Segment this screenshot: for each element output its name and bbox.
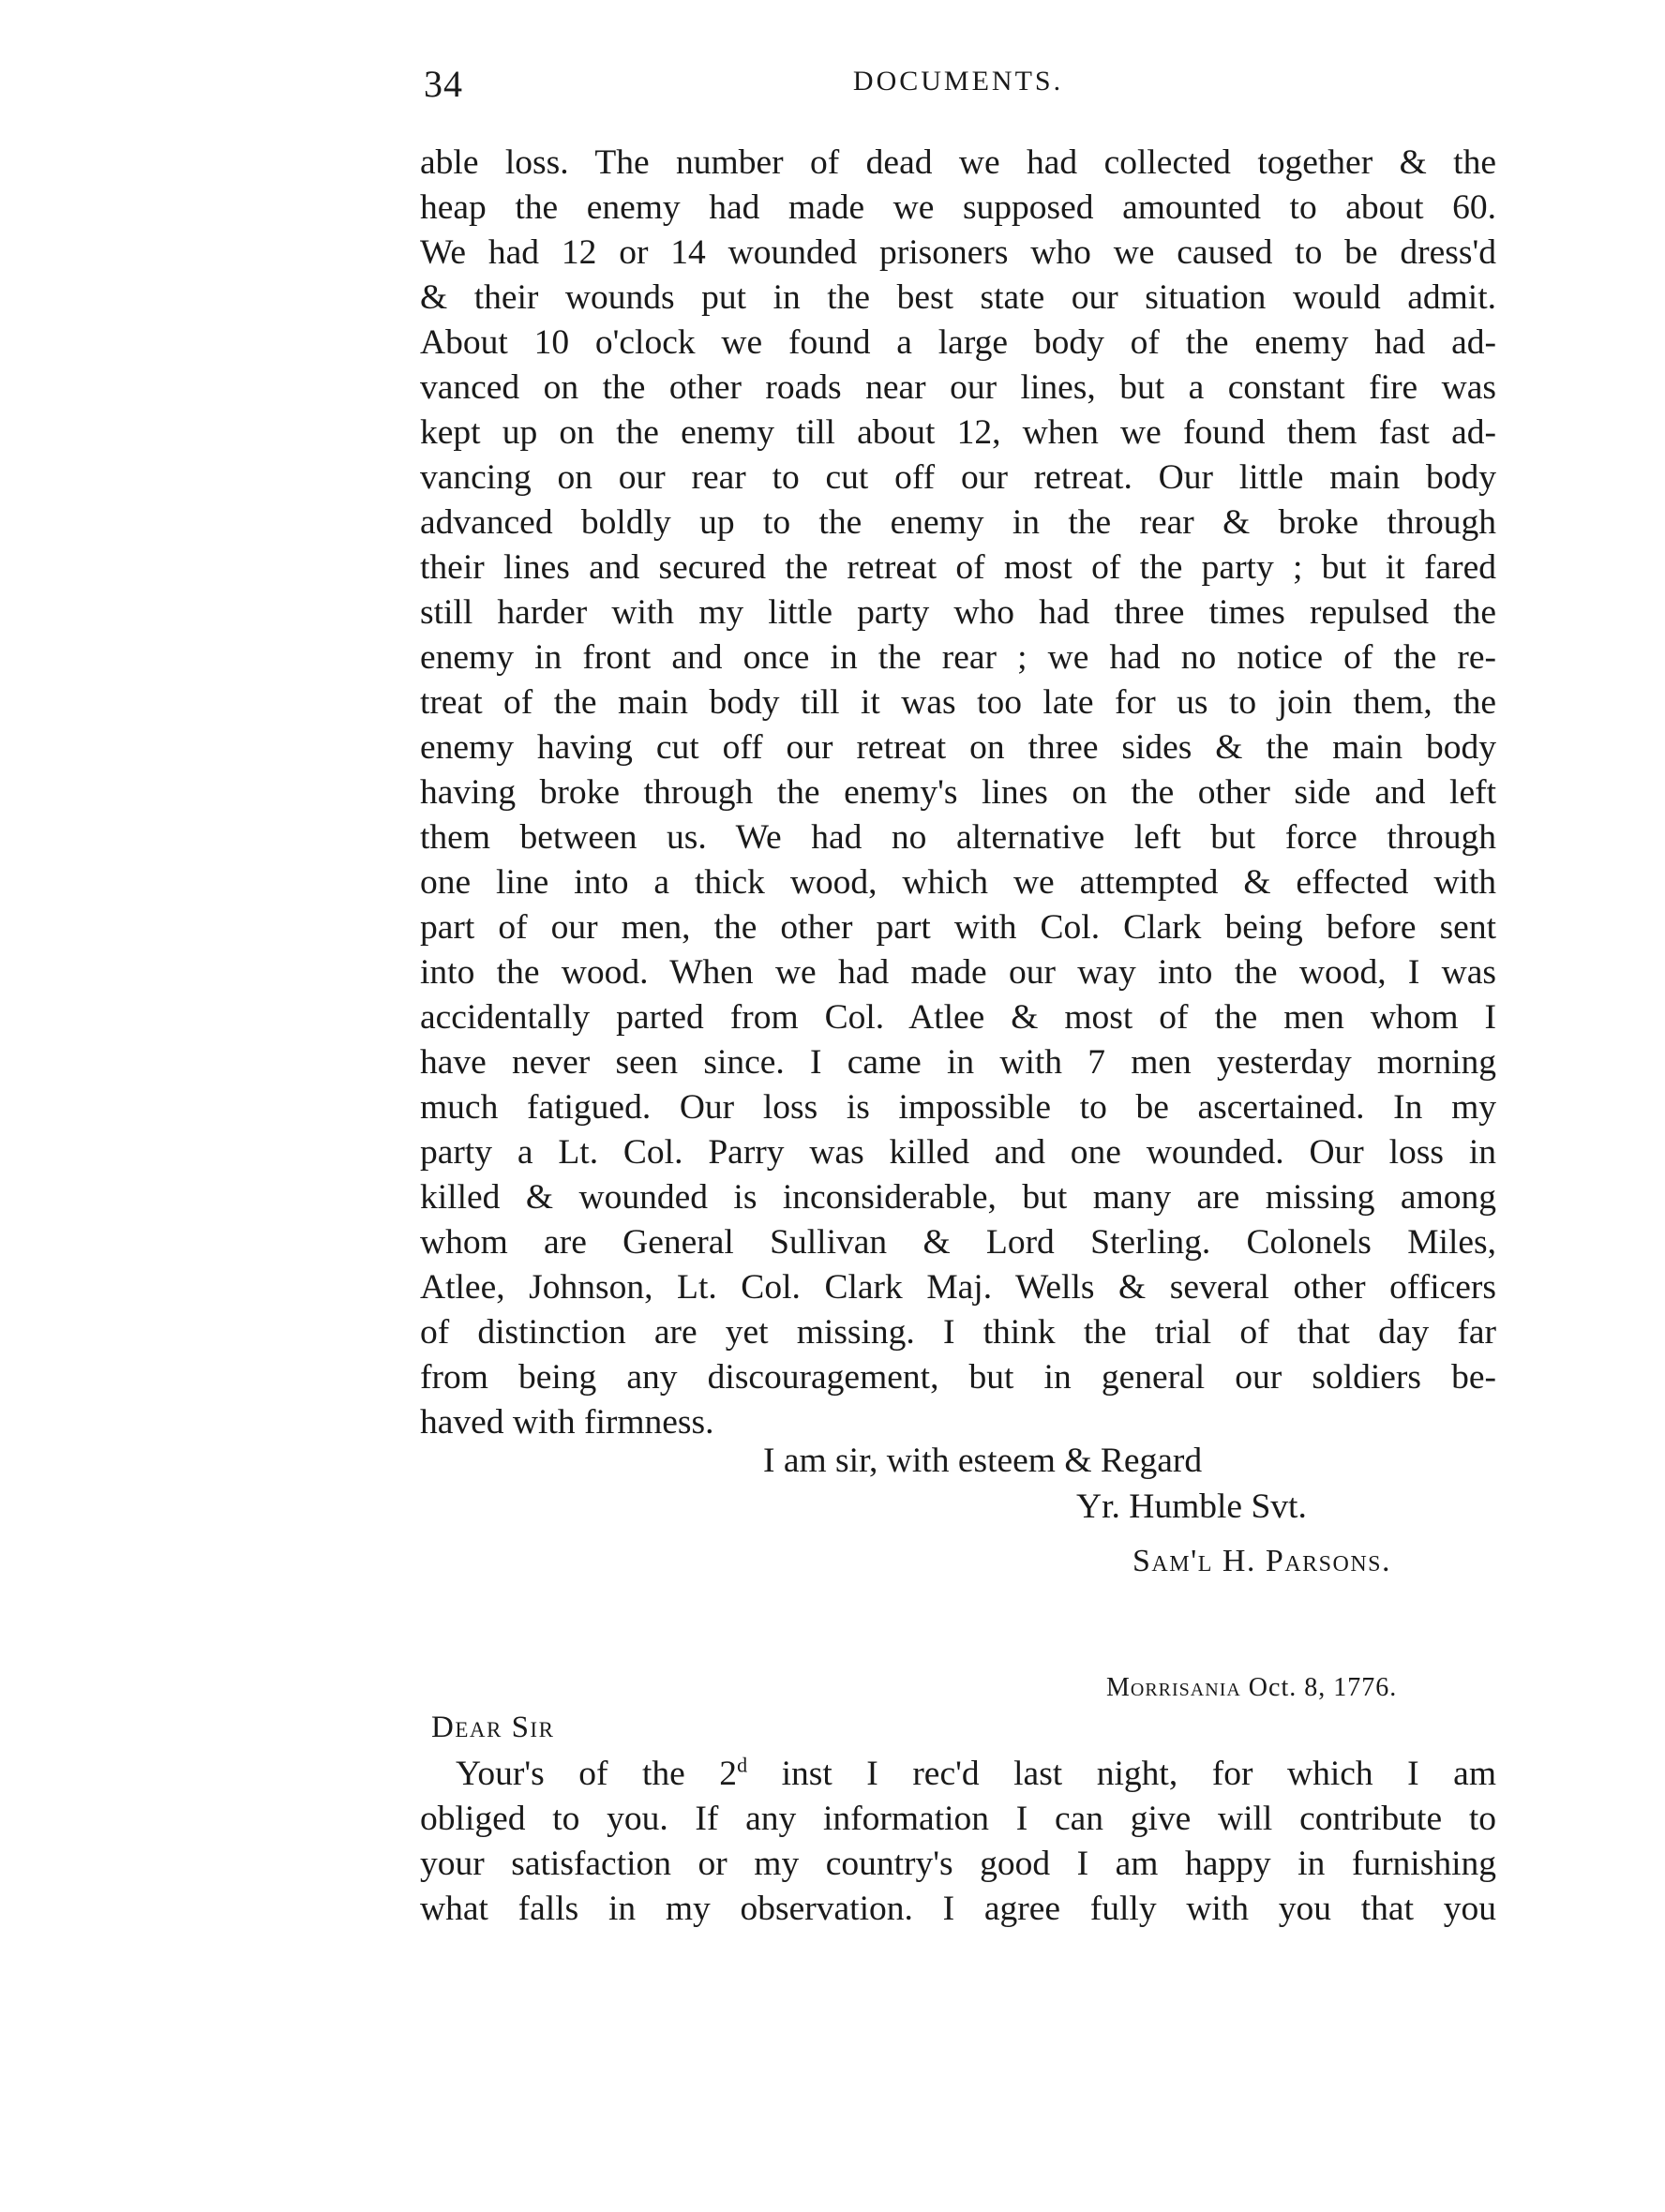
text-line: heap the enemy had made we supposed amounted to about 60. xyxy=(420,188,1496,227)
text-line: We had 12 or 14 wounded prisoners who we caused to be dress'd xyxy=(420,233,1496,272)
text-line: enemy having cut off our retreat on three sides & the main body xyxy=(420,728,1496,767)
letter-complimentary-close: Yr. Humble Svt. xyxy=(1076,1487,1307,1526)
text-line: vanced on the other roads near our lines, but a constant fire was xyxy=(420,368,1496,407)
text-line: them between us. We had no alternative left but force through xyxy=(420,818,1496,857)
text-line: one line into a thick wood, which we attempted & effected with xyxy=(420,863,1496,902)
text-line: haved with firmness. xyxy=(420,1403,714,1442)
text-line: vancing on our rear to cut off our retreat. Our little main body xyxy=(420,458,1496,497)
text-line: have never seen since. I came in with 7 men yesterday morning xyxy=(420,1043,1496,1082)
letter-salutation: Dear Sir xyxy=(431,1711,555,1744)
text-line: Atlee, Johnson, Lt. Col. Clark Maj. Wells & several other officers xyxy=(420,1268,1496,1307)
text-line: obliged to you. If any information I can give will contribute to xyxy=(420,1800,1496,1838)
superscript: d xyxy=(737,1753,748,1777)
letter-closing: I am sir, with esteem & Regard xyxy=(763,1442,1203,1480)
first-line-end: inst I rec'd last night, for which I am xyxy=(747,1755,1496,1793)
text-line: accidentally parted from Col. Atlee & most of the men whom I xyxy=(420,998,1496,1037)
text-line: what falls in my observation. I agree fully with you that you xyxy=(420,1890,1496,1928)
text-line xyxy=(420,1752,1496,1797)
text-line: of distinction are yet missing. I think the trial of that day far xyxy=(420,1313,1496,1352)
first-line-start: Your's of the 2 xyxy=(456,1755,738,1793)
text-line: advanced boldly up to the enemy in the rear & broke through xyxy=(420,503,1496,542)
letter-signature: Sam'l H. Parsons. xyxy=(1132,1544,1392,1578)
letter-body-1 xyxy=(420,141,1496,1445)
text-line: & their wounds put in the best state our situation would admit. xyxy=(420,278,1496,317)
dateline-date: Oct. 8, 1776. xyxy=(1248,1673,1398,1702)
text-line: their lines and secured the retreat of most of the party ; but it fared xyxy=(420,548,1496,587)
text-line: kept up on the enemy till about 12, when we found them fast ad- xyxy=(420,413,1496,452)
dateline-place: Morrisania xyxy=(1106,1673,1241,1702)
text-line: enemy in front and once in the rear ; we had no notice of the re- xyxy=(420,638,1496,677)
text-line: into the wood. When we had made our way into the wood, I was xyxy=(420,953,1496,992)
text-line: your satisfaction or my country's good I am happy in furnishing xyxy=(420,1845,1496,1883)
text-line: able loss. The number of dead we had collected together & the xyxy=(420,143,1496,182)
text-line: whom are General Sullivan & Lord Sterling. Colonels Miles, xyxy=(420,1223,1496,1262)
text-line: About 10 o'clock we found a large body of the enemy had ad- xyxy=(420,323,1496,362)
text-line: still harder with my little party who had three times repulsed the xyxy=(420,593,1496,632)
running-head: DOCUMENTS. xyxy=(852,66,1064,97)
page-header xyxy=(420,62,1496,111)
letter-dateline xyxy=(1106,1673,1397,1703)
text-line: having broke through the enemy's lines on the other side and left xyxy=(420,773,1496,812)
page-number: 34 xyxy=(424,63,463,105)
text-line: from being any discouragement, but in general our soldiers be- xyxy=(420,1358,1496,1397)
text-line: killed & wounded is inconsiderable, but many are missing among xyxy=(420,1178,1496,1217)
text-line: treat of the main body till it was too late for us to join them, the xyxy=(420,683,1496,722)
text-line: part of our men, the other part with Col. Clark being before sent xyxy=(420,908,1496,947)
text-line: party a Lt. Col. Parry was killed and one wounded. Our loss in xyxy=(420,1133,1496,1172)
letter-body-2 xyxy=(420,1752,1496,1932)
text-line: much fatigued. Our loss is impossible to be ascertained. In my xyxy=(420,1088,1496,1127)
